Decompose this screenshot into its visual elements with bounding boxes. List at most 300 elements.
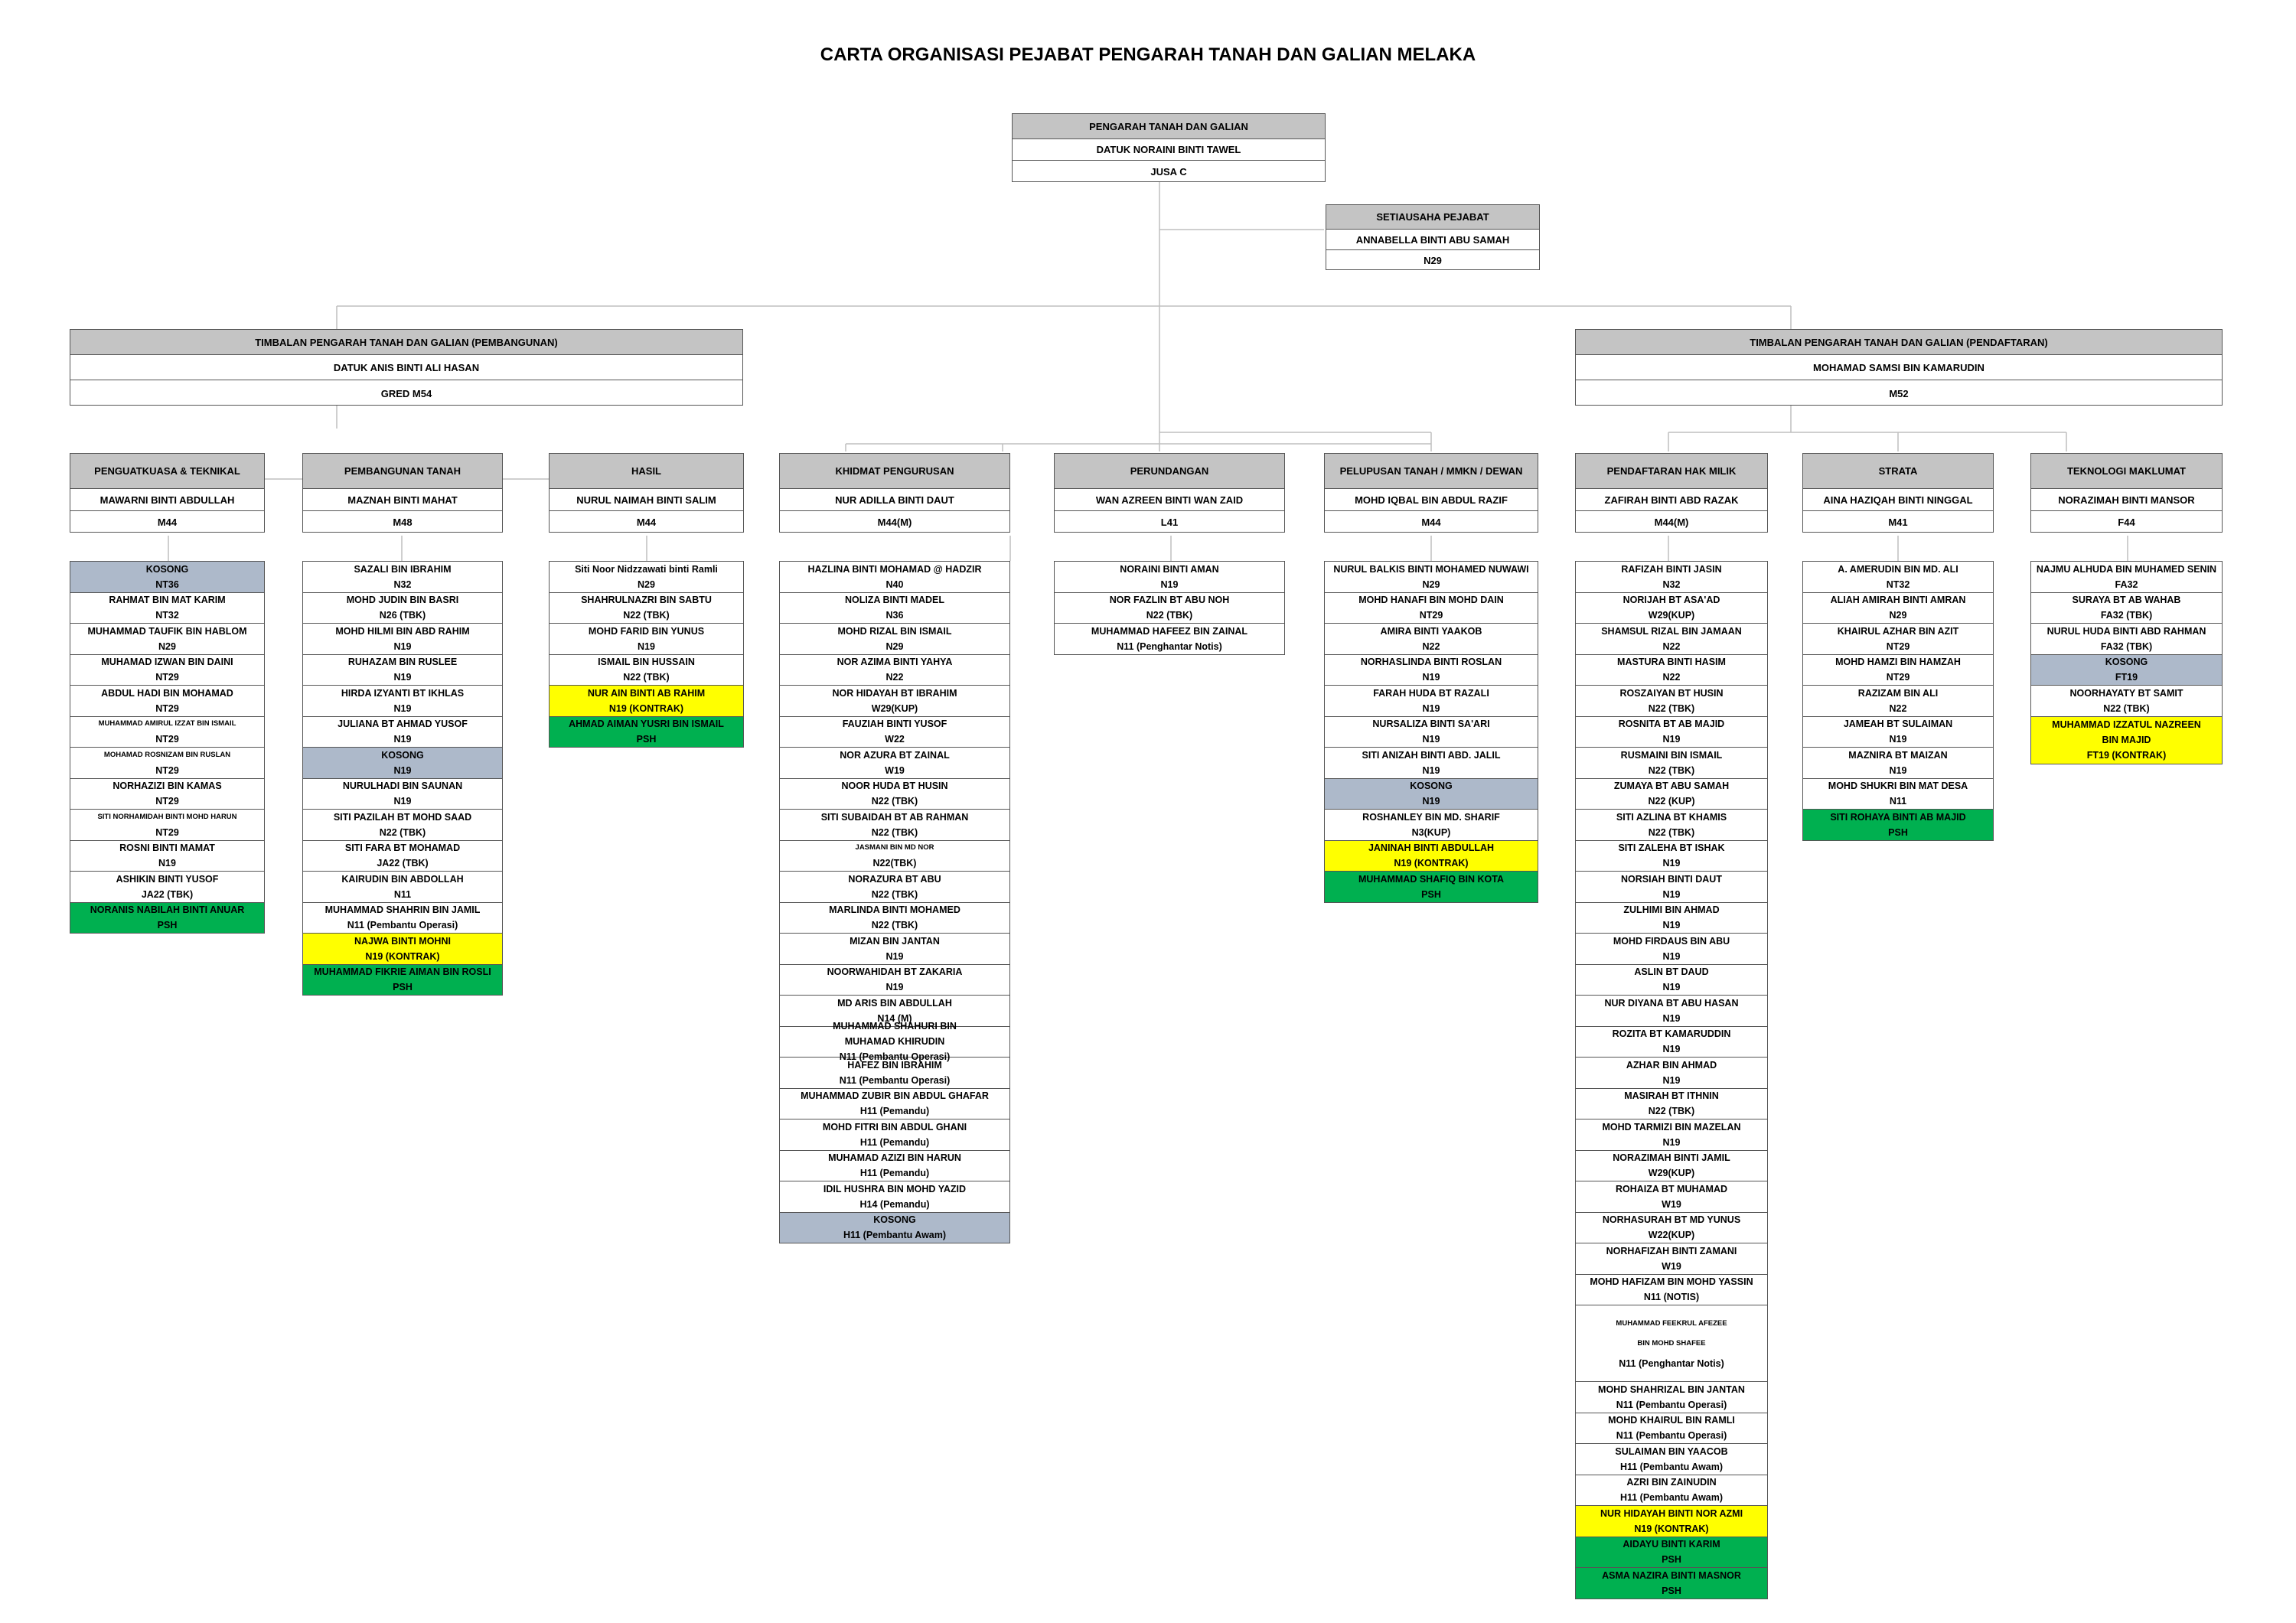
staff-grade: N22 (TBK): [623, 610, 670, 621]
vacant-position: [303, 748, 502, 779]
staff-entry: [780, 841, 1009, 872]
staff-list: [549, 561, 744, 748]
staff-name: NORHAZIZI BIN KAMAS: [113, 781, 222, 792]
staff-entry: [1576, 965, 1767, 996]
staff-entry: [780, 1089, 1009, 1120]
staff-name: HAZLINA BINTI MOHAMAD @ HADZIR: [807, 563, 982, 575]
staff-entry: [1576, 1213, 1767, 1244]
staff-grade: H11 (Pemandu): [859, 1168, 930, 1179]
staff-grade: N19: [885, 950, 904, 962]
staff-name: IDIL HUSHRA BIN MOHD YAZID: [823, 1183, 967, 1194]
staff-name: RUHAZAM BIN RUSLEE: [347, 657, 458, 668]
staff-entry: [780, 903, 1009, 934]
staff-name: MOHD FITRI BIN ABDUL GHANI: [822, 1121, 967, 1133]
staff-entry: [2031, 593, 2222, 624]
staff-name: JANINAH BINTI ABDULLAH: [1368, 842, 1495, 854]
staff-name: AIDAYU BINTI KARIM: [1623, 1539, 1720, 1550]
staff-grade: NT29: [155, 764, 179, 776]
staff-entry: [780, 934, 1009, 965]
staff-entry: [303, 717, 502, 748]
unit-head-name: ZAFIRAH BINTI ABD RAZAK: [1576, 489, 1767, 511]
unit-header-box: [779, 453, 1010, 533]
staff-entry: [780, 593, 1009, 624]
staff-grade: W19: [1662, 1260, 1681, 1272]
staff-grade: H11 (Pemandu): [859, 1106, 930, 1117]
staff-grade: N22 (TBK): [1648, 702, 1695, 714]
staff-grade: FA32: [2115, 578, 2138, 590]
staff-grade: NT29: [155, 734, 179, 745]
staff-grade: N29: [885, 640, 904, 652]
staff-name: MASTURA BINTI HASIM: [1617, 657, 1726, 668]
staff-name: ASMA NAZIRA BINTI MASNOR: [1602, 1569, 1741, 1581]
staff-list: [2030, 561, 2223, 764]
unit-head-grade: M44(M): [1654, 517, 1689, 528]
staff-grade: N29: [1422, 578, 1440, 590]
staff-name: KOSONG: [381, 749, 424, 761]
secretary-role: SETIAUSAHA PEJABAT: [1326, 205, 1539, 230]
staff-name: MUHAMAD IZWAN BIN DAINI: [101, 657, 233, 668]
staff-grade: N22 (TBK): [1648, 1106, 1695, 1117]
staff-grade: N19: [1422, 796, 1440, 807]
staff-entry: [2031, 717, 2222, 764]
staff-entry: [1576, 1058, 1767, 1089]
staff-entry: [550, 717, 743, 748]
staff-name: RAHMAT BIN MAT KARIM: [109, 595, 226, 606]
staff-entry: [70, 624, 264, 655]
staff-grade: N19: [393, 796, 412, 807]
staff-grade: N11: [393, 888, 412, 900]
staff-name: MAZNIRA BT MAIZAN: [1848, 749, 1948, 761]
staff-name: ROSHANLEY BIN MD. SHARIF: [1362, 811, 1500, 823]
staff-name: NUR DIYANA BT ABU HASAN: [1604, 997, 1739, 1009]
staff-name: MASIRAH BT ITHNIN: [1624, 1090, 1719, 1102]
staff-entry: [1803, 779, 1993, 810]
staff-name: NORHASLINDA BINTI ROSLAN: [1360, 657, 1502, 668]
staff-name: MOHD HAMZI BIN HAMZAH: [1835, 657, 1961, 668]
staff-grade: N19: [1662, 950, 1681, 962]
staff-entry: [550, 593, 743, 624]
staff-grade: N22 (TBK): [1648, 826, 1695, 838]
staff-grade: W22(KUP): [1648, 1230, 1695, 1241]
staff-entry: [1325, 717, 1538, 748]
staff-entry: [1576, 1305, 1767, 1382]
staff-entry: [70, 748, 264, 779]
staff-name: MOHD HANAFI BIN MOHD DAIN: [1358, 595, 1504, 606]
staff-entry: [303, 872, 502, 903]
staff-name: SITI FARA BT MOHAMAD: [344, 842, 461, 854]
staff-grade: W19: [885, 764, 905, 776]
staff-name: MUHAMMAD SHAHRIN BIN JAMIL: [325, 904, 481, 916]
staff-name: NAJWA BINTI MOHNI: [354, 935, 451, 947]
staff-name: MUHAMMAD IZZATUL NAZREEN: [2052, 719, 2201, 730]
staff-entry: [1576, 593, 1767, 624]
staff-grade: PSH: [1421, 888, 1441, 900]
staff-list: [779, 561, 1010, 1243]
staff-grade: H14 (Pemandu): [859, 1198, 930, 1210]
staff-name: NUR AIN BINTI AB RAHIM: [587, 687, 706, 699]
staff-grade: N19: [1422, 764, 1440, 776]
staff-entry: [2031, 624, 2222, 655]
deputy-role: TIMBALAN PENGARAH TANAH DAN GALIAN (PEMBANGUNAN): [70, 330, 742, 355]
staff-name-cont: BIN MAJID: [2102, 735, 2151, 745]
unit-head-grade: M44: [157, 517, 178, 528]
staff-entry: [1325, 841, 1538, 872]
deputy-role: TIMBALAN PENGARAH TANAH DAN GALIAN (PENDAFTARAN): [1576, 330, 2222, 355]
staff-grade: N11 (Penghantar Notis): [1619, 1357, 1724, 1369]
staff-entry: [1803, 562, 1993, 593]
staff-entry: [1576, 1444, 1767, 1475]
staff-name: MD ARIS BIN ABDULLAH: [837, 997, 952, 1009]
staff-name: SITI NORHAMIDAH BINTI MOHD HARUN: [97, 812, 237, 821]
unit-head-name: NORAZIMAH BINTI MANSOR: [2031, 489, 2222, 511]
staff-entry: [550, 655, 743, 686]
staff-entry: [1576, 1382, 1767, 1413]
staff-name: RUSMAINI BIN ISMAIL: [1620, 749, 1723, 761]
staff-entry: [1576, 1243, 1767, 1275]
staff-name: NOR FAZLIN BT ABU NOH: [1109, 595, 1230, 606]
staff-name: SITI ZALEHA BT ISHAK: [1618, 842, 1725, 854]
unit-head-name: NURUL NAIMAH BINTI SALIM: [550, 489, 743, 511]
staff-entry: [1325, 624, 1538, 655]
staff-name: NURUL BALKIS BINTI MOHAMED NUWAWI: [1333, 563, 1529, 575]
staff-entry: [1576, 903, 1767, 934]
staff-name: ROSZAIYAN BT HUSIN: [1619, 687, 1724, 699]
staff-name: NORAZURA BT ABU: [848, 873, 941, 885]
staff-grade: N22: [885, 672, 904, 683]
staff-grade: N22 (TBK): [623, 672, 670, 683]
unit-name: PENGUATKUASA & TEKNIKAL: [70, 454, 264, 489]
staff-entry: [1055, 593, 1284, 624]
staff-name: NORAZIMAH BINTI JAMIL: [1613, 1152, 1730, 1164]
staff-name: NOOR HUDA BT HUSIN: [841, 781, 948, 792]
staff-entry: [1576, 748, 1767, 779]
staff-entry: [1576, 1568, 1767, 1599]
staff-entry: [550, 562, 743, 593]
staff-entry: [70, 655, 264, 686]
secretary-grade: N29: [1424, 255, 1442, 266]
staff-name: RAFIZAH BINTI JASIN: [1621, 563, 1722, 575]
staff-grade: N19: [638, 640, 655, 652]
staff-grade: N29: [1889, 610, 1907, 621]
staff-grade: N19: [1662, 1074, 1681, 1086]
vacant-position: [780, 1213, 1009, 1244]
staff-grade: N19: [393, 702, 412, 714]
staff-entry: [1576, 655, 1767, 686]
staff-entry: [303, 841, 502, 872]
staff-name: ASHIKIN BINTI YUSOF: [116, 873, 219, 885]
staff-grade: N22 (TBK): [379, 826, 426, 838]
staff-grade: NT36: [155, 578, 179, 590]
staff-name: MOHD SHAHRIZAL BIN JANTAN: [1598, 1383, 1745, 1395]
unit-head-name: WAN AZREEN BINTI WAN ZAID: [1055, 489, 1284, 511]
staff-grade: N19: [1662, 1044, 1681, 1055]
staff-list: [1802, 561, 1994, 841]
staff-name: FAUZIAH BINTI YUSOF: [842, 719, 947, 730]
staff-grade: PSH: [1888, 826, 1908, 838]
staff-name: MOHD SHUKRI BIN MAT DESA: [1828, 781, 1968, 792]
staff-grade: N11 (Pembantu Operasi): [839, 1051, 951, 1063]
unit-head-grade: M41: [1888, 517, 1908, 528]
unit-header-box: [1575, 453, 1768, 533]
staff-name: NOR AZURA BT ZAINAL: [840, 749, 950, 761]
staff-grade: N19: [393, 734, 412, 745]
unit-name: PENDAFTARAN HAK MILIK: [1576, 454, 1767, 489]
staff-name: SHAHRULNAZRI BIN SABTU: [581, 595, 712, 606]
staff-grade: N22: [1662, 672, 1681, 683]
staff-name: ROSNI BINTI MAMAT: [119, 842, 215, 854]
staff-grade: PSH: [1662, 1585, 1681, 1596]
staff-entry: [780, 1181, 1009, 1213]
staff-name: A. AMERUDIN BIN MD. ALI: [1838, 563, 1958, 575]
staff-name: MOHD RIZAL BIN ISMAIL: [837, 625, 952, 637]
staff-grade: N32: [393, 578, 412, 590]
staff-name: MUHAMMAD SHAHURI BIN: [833, 1021, 957, 1032]
unit-head-grade: M44(M): [877, 517, 912, 528]
staff-grade: NT32: [1886, 578, 1910, 590]
staff-entry: [70, 872, 264, 903]
staff-entry: [1803, 655, 1993, 686]
staff-grade: NT29: [155, 702, 179, 714]
staff-grade: JA22 (TBK): [141, 888, 194, 900]
staff-name: MUHAMMAD TAUFIK BIN HABLOM: [87, 625, 247, 637]
staff-name: MARLINDA BINTI MOHAMED: [829, 904, 960, 916]
staff-entry: [780, 717, 1009, 748]
staff-entry: [1576, 1537, 1767, 1569]
staff-grade: NT29: [1886, 640, 1910, 652]
staff-grade: N29: [158, 640, 176, 652]
staff-entry: [1576, 779, 1767, 810]
staff-list: [302, 561, 503, 996]
staff-entry: [303, 624, 502, 655]
staff-entry: [780, 1021, 1009, 1063]
unit-header-box: [302, 453, 503, 533]
staff-name: AZHAR BIN AHMAD: [1626, 1059, 1717, 1071]
unit-header-box: [1054, 453, 1285, 533]
staff-entry: [1576, 562, 1767, 593]
deputy-name: MOHAMAD SAMSI BIN KAMARUDIN: [1576, 355, 2222, 380]
staff-grade: NT32: [155, 610, 179, 621]
staff-name: KAIRUDIN BIN ABDOLLAH: [341, 873, 464, 885]
staff-grade: N11 (Pembantu Operasi): [347, 920, 458, 931]
unit-head-grade: M44: [636, 517, 657, 528]
staff-entry: [70, 810, 264, 841]
staff-list: [1575, 561, 1768, 1599]
staff-grade: N19: [393, 640, 412, 652]
vacant-position: [2031, 655, 2222, 686]
staff-name: SHAMSUL RIZAL BIN JAMAAN: [1601, 625, 1742, 637]
staff-entry: [70, 779, 264, 810]
staff-grade: N19: [1662, 858, 1681, 869]
staff-name: SITI PAZILAH BT MOHD SAAD: [333, 811, 472, 823]
staff-grade: N19: [1160, 578, 1179, 590]
staff-grade: PSH: [636, 734, 657, 745]
staff-entry: [303, 655, 502, 686]
staff-entry: [1325, 593, 1538, 624]
staff-name: NOR HIDAYAH BT IBRAHIM: [832, 687, 957, 699]
staff-grade: N19: [1889, 734, 1907, 745]
staff-name: NOORHAYATY BT SAMIT: [2069, 687, 2183, 699]
staff-entry: [1325, 810, 1538, 841]
staff-name: MUHAMMAD FEEKRUL AFEZEE: [1616, 1318, 1727, 1328]
staff-name: HAFEZ BIN IBRAHIM: [847, 1059, 942, 1071]
unit-head-grade: L41: [1160, 517, 1179, 528]
staff-name: KOSONG: [145, 563, 189, 575]
unit-head-name: AINA HAZIQAH BINTI NINGGAL: [1803, 489, 1993, 511]
staff-grade: N22 (TBK): [871, 796, 918, 807]
staff-grade: N19: [1662, 888, 1681, 900]
unit-name: STRATA: [1803, 454, 1993, 489]
staff-name: NORSIAH BINTI DAUT: [1621, 873, 1722, 885]
staff-grade: N22 (TBK): [871, 920, 918, 931]
staff-grade: N22: [1422, 640, 1440, 652]
staff-grade: JA22 (TBK): [377, 858, 429, 869]
staff-entry: [1576, 717, 1767, 748]
staff-name: MUHAMAD AZIZI BIN HARUN: [828, 1152, 961, 1164]
staff-grade: N19: [1662, 1012, 1681, 1024]
staff-entry: [1325, 686, 1538, 717]
staff-name: NORAINI BINTI AMAN: [1120, 563, 1219, 575]
staff-name: Siti Noor Nidzzawati binti Ramli: [575, 563, 718, 575]
staff-name: MUHAMMAD AMIRUL IZZAT BIN ISMAIL: [98, 719, 236, 728]
staff-name: ROSNITA BT AB MAJID: [1618, 719, 1725, 730]
staff-entry: [1576, 1275, 1767, 1306]
staff-grade: W22: [885, 734, 905, 745]
staff-name: NUR HIDAYAH BINTI NOR AZMI: [1600, 1507, 1743, 1519]
staff-name: MOHAMAD ROSNIZAM BIN RUSLAN: [103, 750, 231, 759]
staff-name: HIRDA IZYANTI BT IKHLAS: [341, 687, 465, 699]
staff-grade: N29: [638, 578, 655, 590]
staff-entry: [303, 779, 502, 810]
staff-entry: [303, 686, 502, 717]
staff-entry: [1576, 810, 1767, 841]
staff-entry: [780, 1058, 1009, 1089]
staff-grade: N26 (TBK): [379, 610, 426, 621]
staff-grade: W29(KUP): [1648, 610, 1695, 621]
staff-grade: N19: [1889, 764, 1907, 776]
staff-entry: [780, 1119, 1009, 1151]
staff-grade: N19 (KONTRAK): [1394, 858, 1469, 869]
staff-entry: [1803, 748, 1993, 779]
staff-grade: N19 (KONTRAK): [1634, 1523, 1709, 1534]
unit-head-name: MAWARNI BINTI ABDULLAH: [70, 489, 264, 511]
staff-name: RAZIZAM BIN ALI: [1857, 687, 1939, 699]
staff-grade: N22 (TBK): [871, 826, 918, 838]
staff-entry: [70, 593, 264, 624]
staff-name: NORIJAH BT ASA'AD: [1623, 595, 1720, 606]
staff-entry: [1576, 996, 1767, 1027]
unit-name: KHIDMAT PENGURUSAN: [780, 454, 1009, 489]
staff-grade: W19: [1662, 1198, 1681, 1210]
staff-name: ISMAIL BIN HUSSAIN: [598, 657, 695, 668]
staff-entry: [2031, 562, 2222, 593]
director-role: PENGARAH TANAH DAN GALIAN: [1013, 114, 1325, 139]
staff-entry: [70, 841, 264, 872]
staff-grade: FA32 (TBK): [2100, 610, 2153, 621]
unit-header-box: [70, 453, 265, 533]
staff-grade: N19 (KONTRAK): [365, 950, 440, 962]
staff-grade: N36: [885, 610, 904, 621]
staff-grade: NT29: [1419, 610, 1443, 621]
staff-name: ROHAIZA BT MUHAMAD: [1615, 1183, 1728, 1194]
staff-name: NORHAFIZAH BINTI ZAMANI: [1606, 1245, 1737, 1256]
staff-entry: [780, 872, 1009, 903]
staff-name: MUHAMMAD ZUBIR BIN ABDUL GHAFAR: [801, 1090, 989, 1102]
staff-entry: [780, 655, 1009, 686]
staff-entry: [1803, 593, 1993, 624]
staff-grade: N19: [393, 764, 412, 776]
staff-grade: N11 (Pembantu Operasi): [1616, 1399, 1727, 1410]
staff-name: NAJMU ALHUDA BIN MUHAMED SENIN: [2036, 563, 2217, 575]
staff-name: ALIAH AMIRAH BINTI AMRAN: [1830, 595, 1966, 606]
staff-name-cont: MUHAMAD KHIRUDIN: [844, 1036, 945, 1048]
staff-name: NORHASURAH BT MD YUNUS: [1602, 1214, 1741, 1226]
staff-name: MOHD HILMI BIN ABD RAHIM: [335, 625, 470, 637]
staff-list: [1054, 561, 1285, 655]
staff-name: KOSONG: [1410, 781, 1453, 792]
staff-grade: N14 (M): [877, 1012, 912, 1024]
staff-name: AMIRA BINTI YAAKOB: [1380, 625, 1482, 637]
unit-name: PERUNDANGAN: [1055, 454, 1284, 489]
staff-grade: H11 (Pemandu): [859, 1136, 930, 1148]
staff-name: NURSALIZA BINTI SA'ARI: [1372, 719, 1490, 730]
staff-entry: [1325, 872, 1538, 903]
vacant-position: [70, 562, 264, 593]
staff-entry: [303, 810, 502, 841]
deputy-grade: GRED M54: [380, 387, 432, 399]
staff-entry: [780, 1151, 1009, 1182]
staff-entry: [1803, 810, 1993, 841]
staff-grade: H11 (Pembantu Awam): [1619, 1492, 1724, 1504]
staff-grade: N11 (Pembantu Operasi): [839, 1074, 951, 1086]
unit-name: PEMBANGUNAN TANAH: [303, 454, 502, 489]
staff-grade: W29(KUP): [1648, 1168, 1695, 1179]
staff-name: SITI ROHAYA BINTI AB MAJID: [1830, 811, 1966, 823]
staff-name: KHAIRUL AZHAR BIN AZIT: [1837, 625, 1959, 637]
staff-entry: [2031, 686, 2222, 717]
staff-grade: H11 (Pembantu Awam): [1619, 1461, 1724, 1472]
staff-entry: [1576, 1181, 1767, 1213]
deputy-name: DATUK ANIS BINTI ALI HASAN: [70, 355, 742, 380]
unit-header-box: [1802, 453, 1994, 533]
staff-entry: [1576, 841, 1767, 872]
staff-grade: N11 (Penghantar Notis): [1117, 640, 1222, 652]
staff-grade: FT19: [2115, 672, 2138, 683]
staff-entry: [1803, 717, 1993, 748]
staff-entry: [1576, 1151, 1767, 1182]
staff-list: [1324, 561, 1538, 903]
staff-grade: PSH: [393, 982, 413, 993]
director-grade: JUSA C: [1150, 165, 1187, 178]
staff-name: ROZITA BT KAMARUDDIN: [1612, 1028, 1731, 1040]
secretary-name: ANNABELLA BINTI ABU SAMAH: [1326, 230, 1539, 250]
staff-grade: N22: [1889, 702, 1907, 714]
deputy-development-box: [70, 329, 743, 406]
staff-name: ASLIN BT DAUD: [1634, 966, 1709, 978]
staff-entry: [1055, 562, 1284, 593]
staff-name: ZULHIMI BIN AHMAD: [1623, 904, 1720, 916]
staff-grade: PSH: [1662, 1554, 1681, 1566]
staff-grade: N11 (NOTIS): [1643, 1292, 1700, 1303]
staff-grade: PSH: [157, 920, 178, 931]
unit-head-grade: M44: [1421, 517, 1441, 528]
staff-name: MUHAMMAD SHAFIQ BIN KOTA: [1358, 873, 1505, 885]
staff-entry: [780, 686, 1009, 717]
staff-grade: N22 (TBK): [2103, 702, 2150, 714]
staff-entry: [303, 903, 502, 934]
secretary-box: [1326, 204, 1540, 270]
staff-entry: [1576, 872, 1767, 903]
staff-name: MUHAMMAD FIKRIE AIMAN BIN ROSLI: [314, 966, 491, 978]
